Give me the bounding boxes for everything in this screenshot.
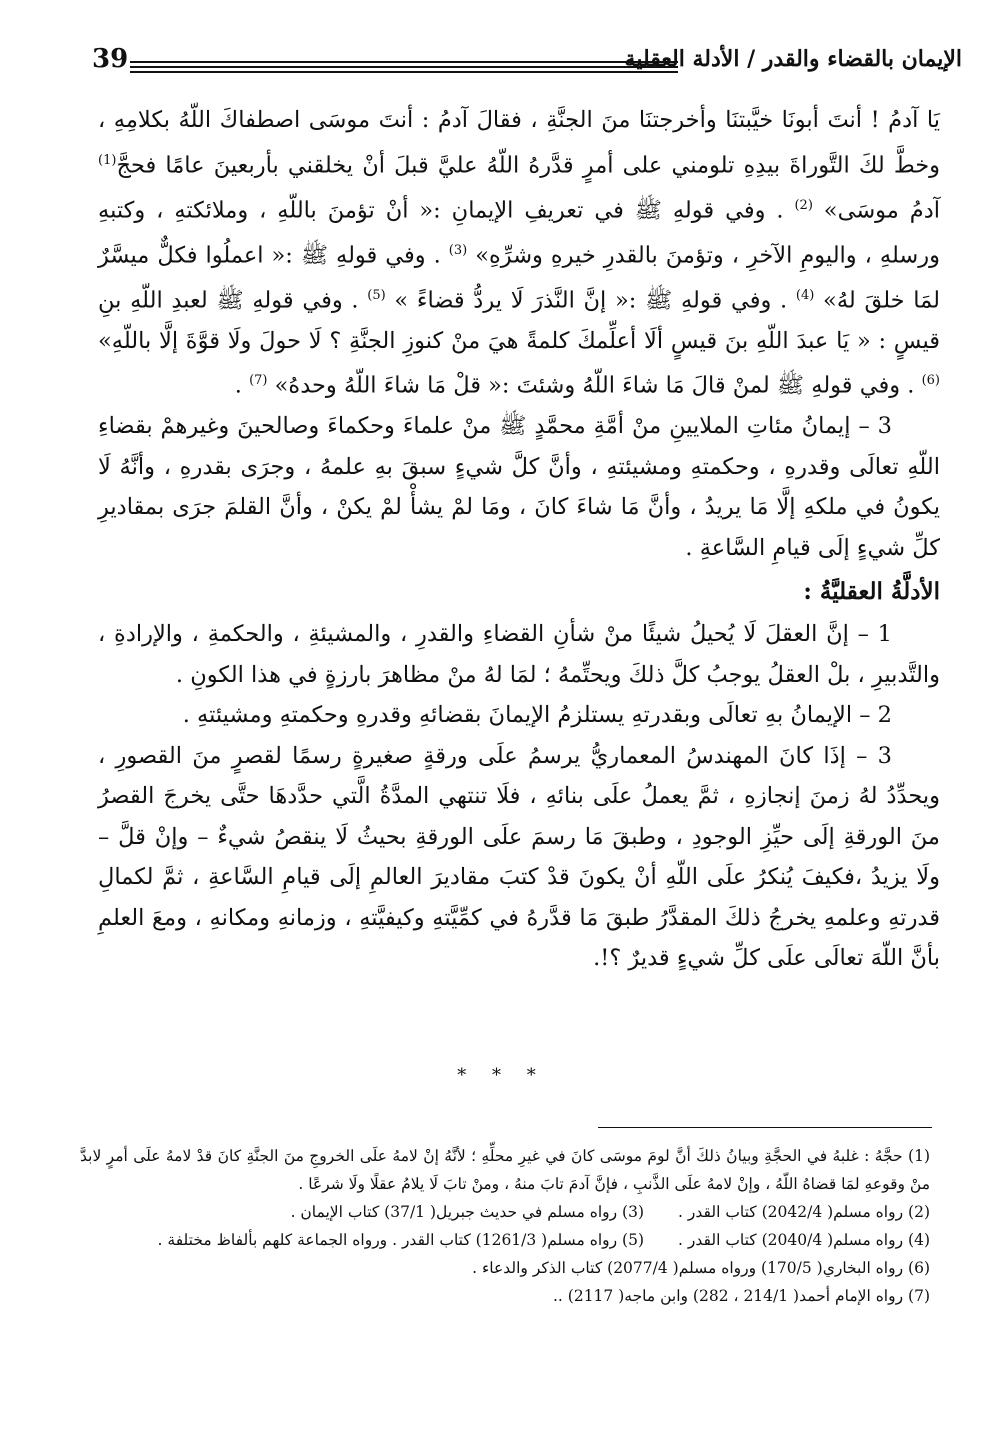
footnote-row <box>80 1198 930 1226</box>
footnote-ref-4[interactable]: (4) <box>795 287 815 303</box>
main-text <box>98 100 940 979</box>
section-heading: الأدلَّةُ العقليَّةُ : <box>803 578 940 605</box>
footnote-2: (2) رواه مسلم( 2042/4) كتاب القدر . <box>678 1203 930 1221</box>
footnote-5: (5) رواه مسلم( 1261/3) كتاب القدر . ورواه الجماعة كلهم بألفاظ مختلفة . <box>157 1231 645 1249</box>
paragraph-point-3: 3 – إيمانُ مئاتِ الملايينِ منْ أمَّةِ محمَّدٍ ﷺ منْ علماءَ وحكماءَ وصالحينَ وغيرهمْ بقضاءِ اللّهِ تعالَى وقدرهِ ، وحكمتهِ ومشيئتهِ ، وأنَّ كلَّ شيءٍ سبقَ بهِ علمهُ ، وجرَى بقدرهِ ، وأنَّهُ لَا يكونُ في ملكهِ إلَّا مَا يريدُ ، وأنَّ مَا شاءَ كانَ ، ومَا لمْ يشأْ لمْ يكنْ ، وأنَّ القلمَ جرَى بمقاديرِ كلِّ شيءٍ إلَى قيامِ السَّاعةِ . <box>98 413 940 561</box>
footnotes <box>80 1142 930 1310</box>
paragraph-hadith-quotes: يَا آدمُ ! أنتَ أبونَا خيَّبتنَا وأخرجتنَا منَ الجنَّةِ ، فقالَ آدمُ : أنتَ موسَى اصطفاكَ اللّهُ بكلامِهِ ، وخطَّ لكَ التَّوراةَ بيدِهِ تلومني على أمرٍ قدَّرهُ اللّهُ عليَّ قبلَ أنْ يخلقني بأربعينَ عامًا فحجَّ$^{(1)}$ آدمُ موسَى» $^{(2)}$ . وفي قولهِ ﷺ في تعريفِ الإيمانِ :« أنْ تؤمنَ باللّهِ ، وملائكتهِ ، وكتبهِ ورسلهِ ، واليومِ الآخرِ ، وتؤمنَ بالقدرِ خيرهِ وشرِّهِ» $^{(3)}$ . وفي قولهِ ﷺ :« اعملُوا فكلٌّ ميسَّرٌ لمَا خلقَ لهُ» $^{(4)}$ . وفي قولهِ ﷺ :« إنَّ النَّذرَ لَا يردُّ قضاءً » $^{(5)}$ . وفي قولهِ ﷺ لعبدِ اللّهِ بنِ قيسٍ : « يَا عبدَ اللّهِ بنَ قيسٍ ألَا أعلِّمكَ كلمةً هيَ منْ كنوزِ الجنَّةِ ؟ لَا حولَ ولَا قوَّةَ إلَّا باللّهِ» $^{(6)}$ . وفي قولهِ ﷺ لمنْ قالَ مَا شاءَ اللّهُ وشئتَ :« قلْ مَا شاءَ اللّهُ وحدهُ» $^{(7)}$ . <box>98 107 940 399</box>
paragraph-rational-3: 3 – إذَا كانَ المهندسُ المعماريُّ يرسمُ علَى ورقةٍ صغيرةٍ رسمًا لقصرٍ منَ القصورِ ، ويحدِّدُ لهُ زمنَ إنجازهِ ، ثمَّ يعملُ علَى بنائهِ ، فلَا تنتهي المدَّةُ الَّتي حدَّدهَا حتَّى يخرجَ القصرُ منَ الورقةِ إلَى حيِّزِ الوجودِ ، وطبقَ مَا رسمَ علَى الورقةِ بحيثُ لَا ينقصُ شيءٌ – وإنْ قلَّ – ولَا يزيدُ ،فكيفَ يُنكرُ علَى اللّهِ أنْ يكونَ قدْ كتبَ مقاديرَ العالمِ إلَى قيامِ السَّاعةِ ، ثمَّ لكمالِ قدرتهِ وعلمهِ يخرجُ ذلكَ المقدَّرُ طبقَ مَا قدَّرهُ في كمِّيَّتهِ وكيفيَّتهِ ، وزمانهِ ومكانهِ ، ومعَ العلمِ بأنَّ اللّهَ تعالَى علَى كلِّ شيءٍ قديرٌ ؟!. <box>98 742 940 971</box>
footnote-ref-7[interactable]: (7) <box>249 373 268 388</box>
running-title: الإيمان بالقضاء والقدر / الأدلة العقلية <box>624 46 962 72</box>
paragraph-rational-2: 2 – الإيمانُ بهِ تعالَى وبقدرتهِ يستلزمُ الإيمانَ بقضائهِ وقدرهِ وحكمتهِ ومشيئتهِ . <box>182 702 892 728</box>
footnote-4: (4) رواه مسلم( 2040/4) كتاب القدر . <box>678 1231 930 1249</box>
footnote-ref-1[interactable]: (1) <box>98 152 117 168</box>
page-header <box>84 38 964 88</box>
footnote-1: (1) حجَّهُ : غلبهُ في الحجَّةِ وبيانُ ذلكَ أنَّ لومَ موسَى كانَ في غيرِ محلِّهِ ؛ لأنَّهُ إنْ لامهُ علَى الخروجِ منَ الجنَّةِ كانَ قدْ لامهُ علَى أمرٍ لابدَّ منْ وقوعهِ لمَا قضاهُ اللّهُ ، وإنْ لامهُ علَى الذَّنبِ ، فإنَّ آدمَ تابَ منهُ ، ومنْ تابَ لَا يلامُ عقلًا ولَا شرعًا . <box>80 1147 930 1193</box>
page-number: 39 <box>92 44 129 74</box>
footnote-ref-3[interactable]: (3) <box>448 242 468 258</box>
footnote-7: (7) رواه الإمام أحمد( 214/1 ، 282) وابن ماجه( 2117) .. <box>553 1287 930 1305</box>
footnote-row <box>80 1226 930 1254</box>
footnote-ref-5[interactable]: (5) <box>367 287 386 303</box>
header-rule <box>130 61 678 73</box>
section-separator: * * * <box>457 1065 546 1086</box>
footnote-ref-6[interactable]: (6) <box>921 373 940 388</box>
footnote-3: (3) رواه مسلم في حديث جبريل( 37/1) كتاب الإيمان . <box>290 1203 645 1221</box>
footnote-ref-2[interactable]: (2) <box>794 197 813 213</box>
footnote-rule <box>598 1127 932 1128</box>
footnote-6: (6) رواه البخاري( 170/5) ورواه مسلم( 2077/4) كتاب الذكر والدعاء . <box>472 1259 930 1277</box>
paragraph-rational-1: 1 – إنَّ العقلَ لَا يُحيلُ شيئًا منْ شأنِ القضاءِ والقدرِ ، والمشيئةِ ، والحكمةِ ، والإرادةِ ، والتَّدبيرِ ، بلْ العقلُ يوجبُ كلَّ ذلكَ ويحتِّمهُ ؛ لمَا لهُ منْ مظاهرَ بارزةٍ في هذا الكونِ . <box>98 621 940 688</box>
